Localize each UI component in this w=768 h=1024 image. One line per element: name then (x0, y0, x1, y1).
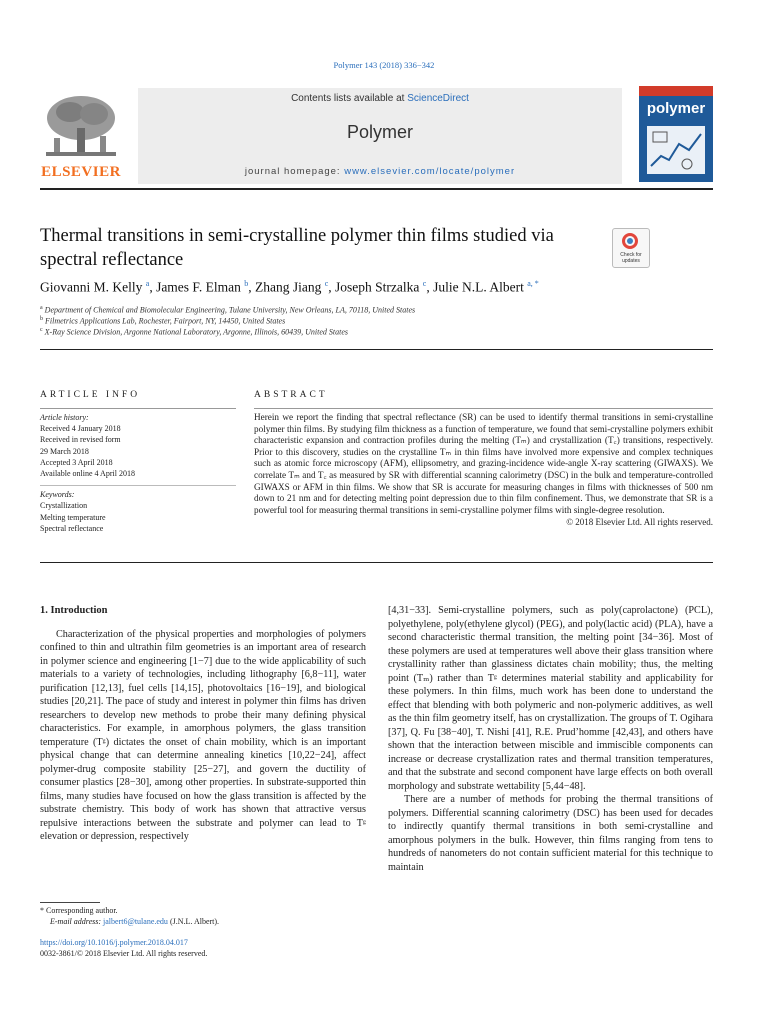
corresponding-author-note: * Corresponding author. (40, 906, 118, 915)
check-for-updates-label: Check for updates (620, 252, 642, 264)
doi-link[interactable]: https://doi.org/10.1016/j.polymer.2018.04.017 (40, 938, 188, 947)
contents-line (138, 93, 622, 104)
affiliation-text: Filmetrics Applications Lab, Rochester, Fairport, NY, 14450, United States (45, 316, 286, 326)
cover-title: polymer (646, 100, 706, 117)
author-name: Giovanni M. Kelly (40, 279, 143, 295)
journal-reference[interactable]: Polymer 143 (2018) 336−342 (333, 60, 435, 70)
author-name: Julie N.L. Albert (433, 279, 524, 295)
keyword: Crystallization (40, 501, 88, 511)
doi-block (40, 937, 380, 959)
history-line: Received in revised form (40, 435, 121, 445)
article-title: Thermal transitions in semi-crystalline polymer thin films studied via spectral reflectance (40, 226, 554, 270)
keywords-label: Keywords: (40, 490, 75, 500)
history-line: 29 March 2018 (40, 446, 89, 456)
keywords (40, 489, 236, 534)
affiliation-marker: a (40, 305, 43, 311)
header-divider (40, 188, 713, 190)
body-paragraph: There are a number of methods for probing the thermal transitions of polymers. Differential scanning calorimetry (DSC) has been used for decades to indirectly quantify thermal transitions in both semi-crystalline and amorphous polymers in the bulk. However, thin films ranging from tens to hundreds of nanometers do not contain sufficient material for this technique to maintain (388, 794, 713, 873)
affiliation-text: Department of Chemical and Biomolecular Engineering, Tulane University, New Orleans, LA, 70118, United States (44, 305, 416, 315)
abstract-heading: ABSTRACT (254, 390, 328, 400)
history-label: Article history: (40, 413, 89, 422)
elsevier-logo[interactable] (40, 92, 122, 182)
abstract (254, 390, 713, 527)
article-history (40, 412, 236, 479)
homepage-link[interactable]: www.elsevier.com/locate/polymer (344, 166, 516, 177)
abstract-copyright: © 2018 Elsevier Ltd. All rights reserved. (566, 517, 713, 528)
body-right-column (388, 604, 713, 874)
journal-title: Polymer (346, 122, 413, 142)
article-info (40, 390, 236, 534)
affiliation (40, 305, 720, 315)
history-line: Received 4 January 2018 (40, 424, 121, 434)
elsevier-tree-icon (40, 92, 122, 162)
footnote-divider (40, 902, 100, 903)
email-link[interactable]: jalbert6@tulane.edu (103, 917, 168, 926)
email-suffix: (J.N.L. Albert). (167, 917, 220, 926)
section-title: 1. Introduction (40, 605, 108, 616)
cover-figure-icon (647, 126, 705, 174)
author-name: Zhang Jiang (254, 279, 322, 295)
journal-cover-thumbnail[interactable] (639, 86, 713, 182)
author-affiliation-link[interactable]: b (244, 279, 249, 288)
body-paragraph: Characterization of the physical properties and morphologies of polymers confined to thin and ultrathin film geometries is an important area of research in polymer science and engineering [1−7] due to the wide applicability of such materials to a variety of technologies, including lithography [6,8−11], water purification [12,13], fuel cells [14,15], photovoltaics [16−19], and biological studies [20,21]. The pace of study and interest in polymer thin films has driven researchers to develop new methods to probe their many defining physical characteristics. For example, in amorphous polymers, the glass transition temperature (Tᵍ) dictates the onset of chain mobility, which is an important physical change that can determine annealing kinetics [10,22−24], affect polymer-drug composite stability [25−27], and govern the ductility of consumer plastics [28−30], among other properties. In substrate-supported thin films, many studies have focused on how the glass transition is affected by the substrate chemistry. This body of work has shown that attractive versus repulsive interactions between the substrate and polymer can lead to Tᵍ elevation or depression, respectively (40, 628, 366, 842)
abstract-divider (254, 408, 713, 409)
keyword: Melting temperature (40, 512, 106, 522)
sciencedirect-link[interactable]: ScienceDirect (407, 93, 469, 104)
history-line: Accepted 3 April 2018 (40, 457, 113, 467)
author-name: Joseph Strzalka (335, 279, 420, 295)
body-paragraph: [4,31−33]. Semi-crystalline polymers, such as poly(caprolactone) (PCL), polyethylene, poly(ethylene glycol) (PEG), and poly(lactic acid) (PLA), have a second characteristic thermal transition, the melting point [34−36]. Most of these polymers are used at temperatures well above their glass transition where crystallinity rather than glassiness dictates chain mobility; thus, the melting point (Tₘ) rather than Tᵍ determines material stability and applicability for these polymers. In thin films, much work has been done to understand the effect that blending with both polymeric and non-polymeric additives, as well as the thin film geometry itself, has on crystallization. The groups of T. Ogihara [37], Q. Fu [38−40], T. Nishi [41], R.E. Prud’homme [42,43], and others have shown that the interaction between miscible and immiscible components can increase or decrease crystallization rates and thermal transition temperatures, and that the substrate and second component have large effects on both overall morphology and substrate wettability [5,44−48]. (388, 605, 713, 792)
article-info-divider (40, 408, 236, 409)
affiliation-marker: c (40, 327, 43, 333)
cover-strip (639, 86, 713, 96)
affiliation (40, 327, 720, 337)
affiliation (40, 316, 720, 326)
history-line: Available online 4 April 2018 (40, 469, 135, 479)
issn-line: 0032-3861/© 2018 Elsevier Ltd. All rights reserved. (40, 949, 208, 958)
author-name: James F. Elman (156, 279, 241, 295)
title-block-divider (40, 349, 713, 350)
author-affiliation-link[interactable]: c (324, 279, 329, 288)
front-matter-divider (40, 562, 713, 563)
check-for-updates-button[interactable] (612, 228, 650, 268)
keyword: Spectral reflectance (40, 523, 104, 533)
journal-masthead (138, 88, 622, 184)
homepage-prefix: journal homepage: (244, 166, 345, 177)
crossmark-dot (627, 238, 633, 244)
keywords-divider (40, 485, 236, 486)
footnote (40, 905, 370, 927)
affiliation-marker: b (40, 316, 43, 322)
publisher-name: ELSEVIER (41, 164, 121, 180)
author-affiliation-link[interactable]: a, * (527, 279, 539, 288)
journal-homepage (138, 166, 622, 177)
author-list: Giovanni M. Kelly $^a$, James F. Elman $^b$, Zhang Jiang $^c$, Joseph Strzalka $^c$, Julie N.L. Albert $^{a, *}$ (40, 279, 539, 295)
affiliation-text: X-Ray Science Division, Argonne National Laboratory, Argonne, Illinois, 60439, United States (44, 327, 348, 337)
body-left-column (40, 604, 366, 844)
email-label: E-mail address: (50, 917, 104, 926)
author-affiliation-link[interactable]: c (422, 279, 427, 288)
contents-prefix: Contents lists available at (291, 93, 408, 104)
abstract-text: Herein we report the finding that spectral reflectance (SR) can be used to identify thermal transitions in semi-crystalline polymer thin films. By studying film thickness as a function of temperature, we found that semi-crystalline polymers exhibit characteristic expansion and contraction profiles during the melting (Tₘ) and crystallization (T꜀) transitions, respectively. Prior to this discovery, studies on the crystalline Tₘ in thin films have involved more expensive and complex techniques such as atomic force microscopy (AFM), ellipsometry, and grazing-incidence wide-angle X-ray scattering (GIWAXS). We correlate Tₘ and T꜀ as measured by SR with differential scanning calorimetry (DSC) in the bulk and temperature-controlled GIWAXS or AFM in thin films. We show that SR is accurate for measuring changes in films with thicknesses of 500 nm down to 21 nm and for detecting melting point depression due to thin film confinement. Thus, we demonstrate that SR is a powerful tool for measuring thermal transitions in semi-crystalline polymer films with single-degree resolution. (254, 412, 713, 515)
author-affiliation-link[interactable]: a (145, 279, 150, 288)
article-info-heading: ARTICLE INFO (40, 390, 141, 400)
